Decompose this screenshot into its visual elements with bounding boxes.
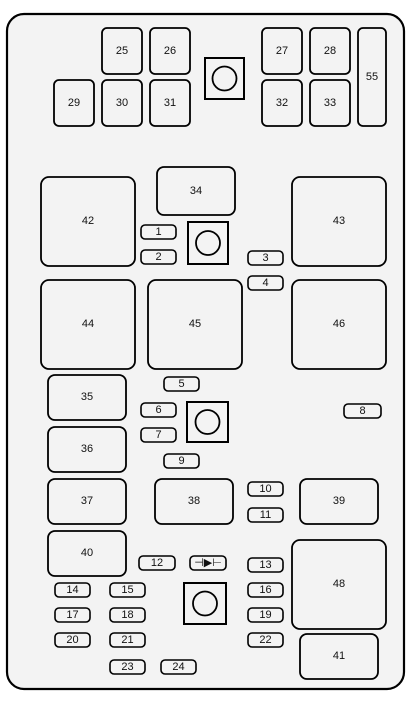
svg-text:11: 11 (259, 509, 272, 521)
relay-32 (262, 80, 302, 126)
svg-text:43: 43 (332, 215, 346, 227)
svg-text:32: 32 (275, 97, 289, 109)
relay-45 (148, 280, 242, 369)
svg-text:42: 42 (81, 215, 95, 227)
fuse-20 (55, 633, 90, 647)
fuse-7 (141, 428, 176, 442)
relay-34 (157, 167, 235, 215)
svg-text:27: 27 (275, 45, 289, 57)
relay-25 (102, 28, 142, 74)
fuse-9 (164, 454, 199, 468)
relay-43 (292, 177, 386, 266)
fuse-18 (110, 608, 145, 622)
svg-text:22: 22 (259, 634, 272, 646)
fuse-15 (110, 583, 145, 597)
svg-text:28: 28 (323, 45, 337, 57)
svg-text:46: 46 (332, 318, 346, 330)
svg-text:6: 6 (155, 404, 162, 416)
relay-40 (48, 531, 126, 576)
svg-text:12: 12 (150, 557, 164, 569)
svg-text:20: 20 (66, 634, 79, 646)
svg-text:37: 37 (80, 495, 94, 507)
mounting-stud-middle (187, 402, 228, 442)
svg-text:26: 26 (163, 45, 177, 57)
svg-text:30: 30 (115, 97, 129, 109)
svg-text:38: 38 (187, 495, 201, 507)
fuse-10 (248, 482, 283, 496)
svg-text:33: 33 (323, 97, 337, 109)
mounting-stud-upper (188, 222, 228, 264)
fuse-22 (248, 633, 283, 647)
svg-text:17: 17 (66, 609, 79, 621)
relay-39 (300, 479, 378, 524)
fuse-14 (55, 583, 90, 597)
svg-text:31: 31 (163, 97, 177, 109)
mounting-stud-lower (184, 583, 226, 624)
relay-33 (310, 80, 350, 126)
svg-text:39: 39 (332, 495, 346, 507)
svg-text:19: 19 (259, 609, 272, 621)
svg-text:34: 34 (189, 185, 203, 197)
fuse-2 (141, 250, 176, 264)
svg-text:35: 35 (80, 391, 94, 403)
svg-text:8: 8 (359, 405, 366, 417)
relay-27 (262, 28, 302, 74)
fuse-1 (141, 225, 176, 239)
svg-text:9: 9 (178, 455, 185, 467)
svg-text:3: 3 (262, 252, 269, 264)
svg-text:24: 24 (172, 661, 185, 673)
relay-38 (155, 479, 233, 524)
svg-text:15: 15 (121, 584, 134, 596)
fuse-12 (139, 556, 175, 570)
svg-text:25: 25 (115, 45, 129, 57)
fuse-23 (110, 660, 145, 674)
svg-text:44: 44 (81, 318, 95, 330)
fuse-17 (55, 608, 90, 622)
relay-41 (300, 634, 378, 679)
svg-text:41: 41 (332, 650, 346, 662)
mounting-stud-top (205, 58, 244, 99)
svg-text:48: 48 (332, 578, 346, 590)
relay-28 (310, 28, 350, 74)
svg-text:16: 16 (259, 584, 272, 596)
fuse-11 (248, 508, 283, 522)
svg-text:1: 1 (155, 226, 162, 238)
svg-text:14: 14 (66, 584, 79, 596)
svg-text:5: 5 (178, 378, 185, 390)
fuse-21 (110, 633, 145, 647)
relay-26 (150, 28, 190, 74)
fuse-8 (344, 404, 381, 418)
fuse-3 (248, 251, 283, 265)
svg-text:36: 36 (80, 443, 94, 455)
relay-36 (48, 427, 126, 472)
relay-37 (48, 479, 126, 524)
fuse-24 (161, 660, 196, 674)
relay-48 (292, 540, 386, 629)
fuse-5 (164, 377, 199, 391)
svg-text:18: 18 (121, 609, 134, 621)
svg-text:45: 45 (188, 318, 202, 330)
fuse-6 (141, 403, 176, 417)
fuse-16 (248, 583, 283, 597)
relay-35 (48, 375, 126, 420)
svg-text:55: 55 (365, 71, 379, 83)
relay-55 (358, 28, 386, 126)
relay-46 (292, 280, 386, 369)
relay-31 (150, 80, 190, 126)
fuse-13 (248, 558, 283, 572)
svg-text:4: 4 (262, 277, 269, 289)
relay-44 (41, 280, 135, 369)
svg-text:⊣▶⊢: ⊣▶⊢ (194, 557, 222, 569)
svg-text:2: 2 (155, 251, 162, 263)
svg-text:29: 29 (67, 97, 81, 109)
svg-text:21: 21 (121, 634, 134, 646)
relay-29 (54, 80, 94, 126)
fuse-4 (248, 276, 283, 290)
svg-text:10: 10 (259, 483, 272, 495)
svg-text:13: 13 (259, 559, 272, 571)
relay-30 (102, 80, 142, 126)
diode (190, 556, 226, 570)
relay-42 (41, 177, 135, 266)
fuse-19 (248, 608, 283, 622)
svg-text:23: 23 (121, 661, 134, 673)
svg-text:40: 40 (80, 547, 94, 559)
svg-text:7: 7 (155, 429, 162, 441)
